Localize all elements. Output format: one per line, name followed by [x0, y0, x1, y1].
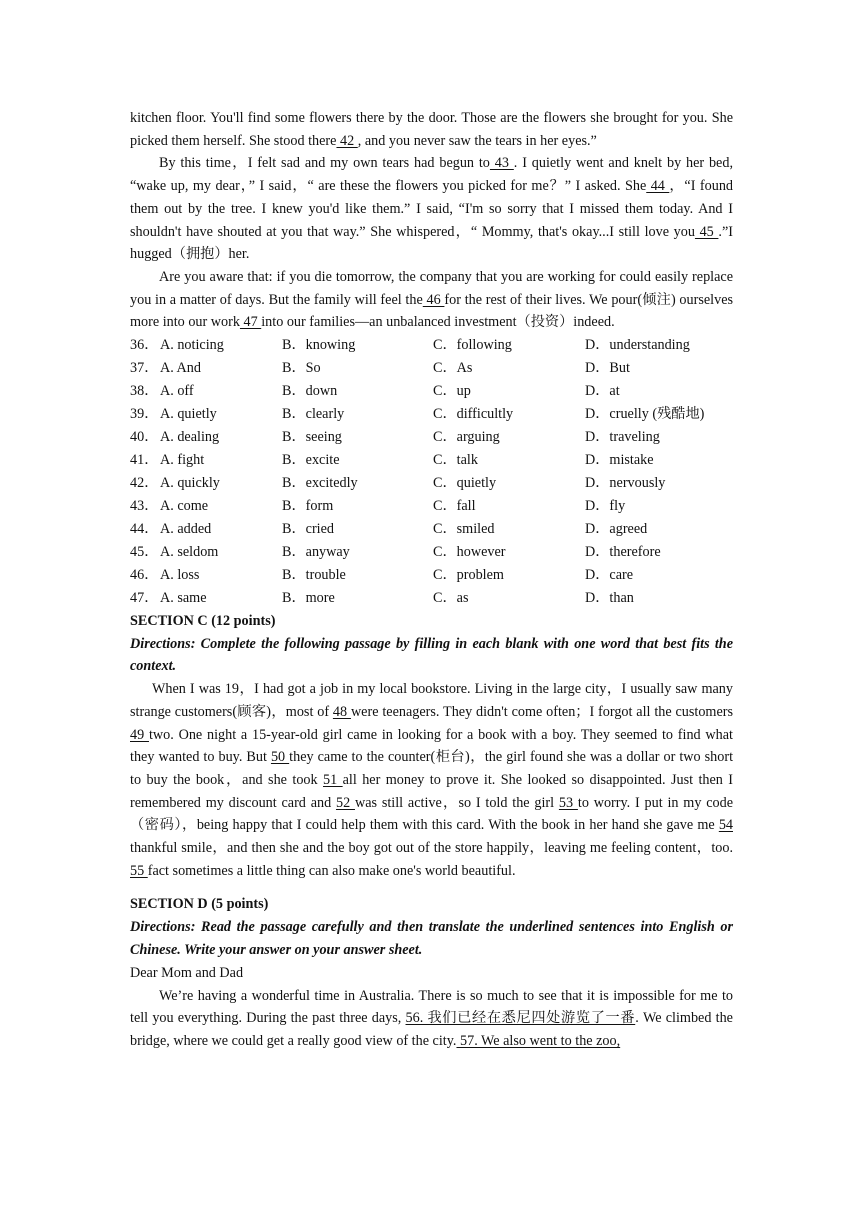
section-c-passage: [130, 678, 733, 882]
option-row: [130, 518, 733, 541]
option-d: D．fly: [585, 498, 626, 515]
option-a: A. quietly: [160, 406, 217, 423]
option-b: B．more: [282, 590, 335, 607]
paragraph-text: was still active，so I told the girl: [354, 794, 559, 811]
option-c: C．difficultly: [433, 406, 514, 423]
option-row: [130, 541, 733, 564]
option-a: A. dealing: [160, 429, 220, 446]
option-c: C．however: [433, 544, 506, 561]
option-d: D．understanding: [585, 337, 690, 354]
option-row: [130, 334, 733, 357]
passage-paragraph-2: [130, 152, 733, 266]
option-c: C．fall: [433, 498, 476, 515]
option-d: D．But: [585, 360, 630, 377]
document-page: [130, 107, 733, 1053]
option-row: [130, 564, 733, 587]
paragraph-text: fact sometimes a little thing can also make one's world beautiful.: [147, 862, 516, 879]
blank-42: 42: [336, 132, 358, 149]
paragraph-text: We’re having a wonderful time in Australia. There is so much to see that it is impossible for me to tell you everything. During the past three days,: [130, 987, 733, 1027]
section-d-heading: SECTION D (5 points): [130, 896, 269, 913]
option-d: D．cruelly (残酷地): [585, 406, 705, 423]
blank-43: 43: [489, 155, 514, 172]
option-c: C．arguing: [433, 429, 500, 446]
paragraph-text: for the rest of their lives. We pour(倾注) ourselves more into our work: [130, 291, 734, 331]
paragraph-text: ，“I found them out by the tree. I knew you'd like them.” I said, “I'm so sorry that I missed them today. And I shouldn't have shouted at you that way.” She whispered，“ Mommy, that's okay...I still love you: [130, 178, 734, 240]
section-c-heading: SECTION C (12 points): [130, 613, 276, 630]
paragraph-text: , and you never saw the tears in her eyes.”: [357, 132, 597, 149]
option-row: [130, 403, 733, 426]
option-c: C．as: [433, 590, 469, 607]
option-row: [130, 472, 733, 495]
option-b: B．seeing: [282, 429, 342, 446]
blank-48: 48: [332, 703, 351, 720]
option-c: C．up: [433, 383, 471, 400]
passage-paragraph-3: [130, 266, 733, 334]
option-d: D．therefore: [585, 544, 661, 561]
question-number: 41．: [130, 452, 159, 469]
paragraph-text: were teenagers. They didn't come often；I forgot all the customers: [350, 703, 734, 720]
blank-51: 51: [323, 771, 343, 788]
option-d: D．agreed: [585, 521, 648, 538]
blank-49: 49: [130, 726, 149, 743]
option-b: B．So: [282, 360, 321, 377]
option-row: [130, 380, 733, 403]
question-number: 40．: [130, 429, 159, 446]
option-a: A. noticing: [160, 337, 224, 354]
blank-50: 50: [270, 749, 290, 766]
option-d: D．care: [585, 567, 634, 584]
option-c: C．following: [433, 337, 512, 354]
option-a: A. quickly: [160, 475, 220, 492]
question-number: 42．: [130, 475, 159, 492]
option-d: D．mistake: [585, 452, 654, 469]
option-a: A. seldom: [160, 544, 219, 561]
option-row: [130, 449, 733, 472]
spacer: [130, 882, 733, 893]
question-number: 47．: [130, 590, 159, 607]
passage-paragraph-1: [130, 107, 733, 152]
option-b: B．form: [282, 498, 334, 515]
paragraph-text: By this time，I felt sad and my own tears had begun to: [159, 155, 490, 172]
paragraph-text: they came to the counter(柜台)，the girl found she was a dollar or two short to buy the book，and she took: [130, 749, 734, 788]
blank-52: 52: [335, 794, 355, 811]
blank-53: 53: [558, 794, 578, 811]
option-a: A. loss: [160, 567, 200, 584]
paragraph-text: . I quietly went and knelt by her bed, “wake up, my dear，” I said，“ are these the flowers you picked for me？” I asked. She: [130, 155, 733, 195]
option-c: C．problem: [433, 567, 504, 584]
section-c-directions: Directions: Complete the following passage by filling in each blank with one word that best fits the context.: [130, 635, 733, 675]
option-d: D．than: [585, 590, 634, 607]
blank-45: 45: [694, 223, 719, 240]
blank-54: 54: [718, 817, 733, 834]
blank-46: 46: [422, 291, 445, 308]
underlined-sentence-56: 56. 我们已经在悉尼四处游览了一番: [405, 1010, 636, 1027]
option-a: A. off: [160, 383, 194, 400]
option-row: [130, 426, 733, 449]
question-number: 38．: [130, 383, 159, 400]
option-a: A. And: [160, 360, 201, 377]
option-a: A. added: [160, 521, 212, 538]
paragraph-text: When I was 19，I had got a job in my local bookstore. Living in the large city，I usually saw many strange customers(顾客)，most of: [130, 681, 733, 720]
option-d: D．nervously: [585, 475, 666, 492]
letter-body: [130, 985, 733, 1053]
option-row: [130, 587, 733, 610]
option-b: B．cried: [282, 521, 335, 538]
option-row: [130, 495, 733, 518]
option-b: B．down: [282, 383, 338, 400]
option-row: [130, 357, 733, 380]
question-number: 45．: [130, 544, 159, 561]
option-c: C．smiled: [433, 521, 495, 538]
section-d-directions: Directions: Read the passage carefully and then translate the underlined sentences into English or Chinese. Write your answer on your answer sheet.: [130, 919, 733, 958]
option-a: A. come: [160, 498, 209, 515]
question-number: 44．: [130, 521, 159, 538]
letter-salutation: Dear Mom and Dad: [130, 964, 244, 981]
option-b: B．knowing: [282, 337, 356, 354]
option-d: D．traveling: [585, 429, 660, 446]
paragraph-text: thankful smile，and then she and the boy got out of the store happily，leaving me feeling content，too.: [130, 840, 733, 857]
paragraph-text: Are you aware that: if you die tomorrow, the company that you are working for could easily replace you in a matter of days. But the family will feel the: [130, 268, 733, 308]
paragraph-text: into our families—an unbalanced investment（投资）indeed.: [261, 314, 615, 331]
option-b: B．clearly: [282, 406, 345, 423]
option-b: B．excite: [282, 452, 340, 469]
question-number: 46．: [130, 567, 159, 584]
option-a: A. fight: [160, 452, 205, 469]
option-b: B．excitedly: [282, 475, 358, 492]
option-c: C．As: [433, 360, 473, 377]
paragraph-text: .”I hugged（拥抱）her.: [130, 223, 733, 263]
question-number: 43．: [130, 498, 159, 515]
question-number: 36．: [130, 337, 159, 354]
option-b: B．trouble: [282, 567, 346, 584]
blank-44: 44: [646, 178, 670, 195]
blank-47: 47: [239, 314, 262, 331]
answer-options-list: [130, 334, 733, 610]
option-c: C．quietly: [433, 475, 497, 492]
paragraph-text: . We climbed the bridge, where we could get a really good view of the city.: [130, 1010, 733, 1049]
question-number: 39．: [130, 406, 159, 423]
option-b: B．anyway: [282, 544, 350, 561]
option-a: A. same: [160, 590, 207, 607]
option-d: D．at: [585, 383, 620, 400]
paragraph-text: all her money to prove it. She looked so disappointed. Just then I remembered my discount card and: [130, 771, 734, 811]
option-c: C．talk: [433, 452, 478, 469]
paragraph-text: kitchen floor. You'll find some flowers there by the door. Those are the flowers she brought for you. She picked them herself. She stood there: [130, 110, 733, 149]
question-number: 37．: [130, 360, 159, 377]
paragraph-text: to worry. I put in my code（密码），being happy that I could help them with this card. With the book in her hand she gave me: [130, 794, 734, 834]
paragraph-text: two. One night a 15-year-old girl came in looking for a book with a boy. They seemed to find what they wanted to buy. But: [130, 726, 734, 766]
underlined-sentence-57: 57. We also went to the zoo,: [456, 1032, 621, 1049]
blank-55: 55: [130, 862, 148, 879]
